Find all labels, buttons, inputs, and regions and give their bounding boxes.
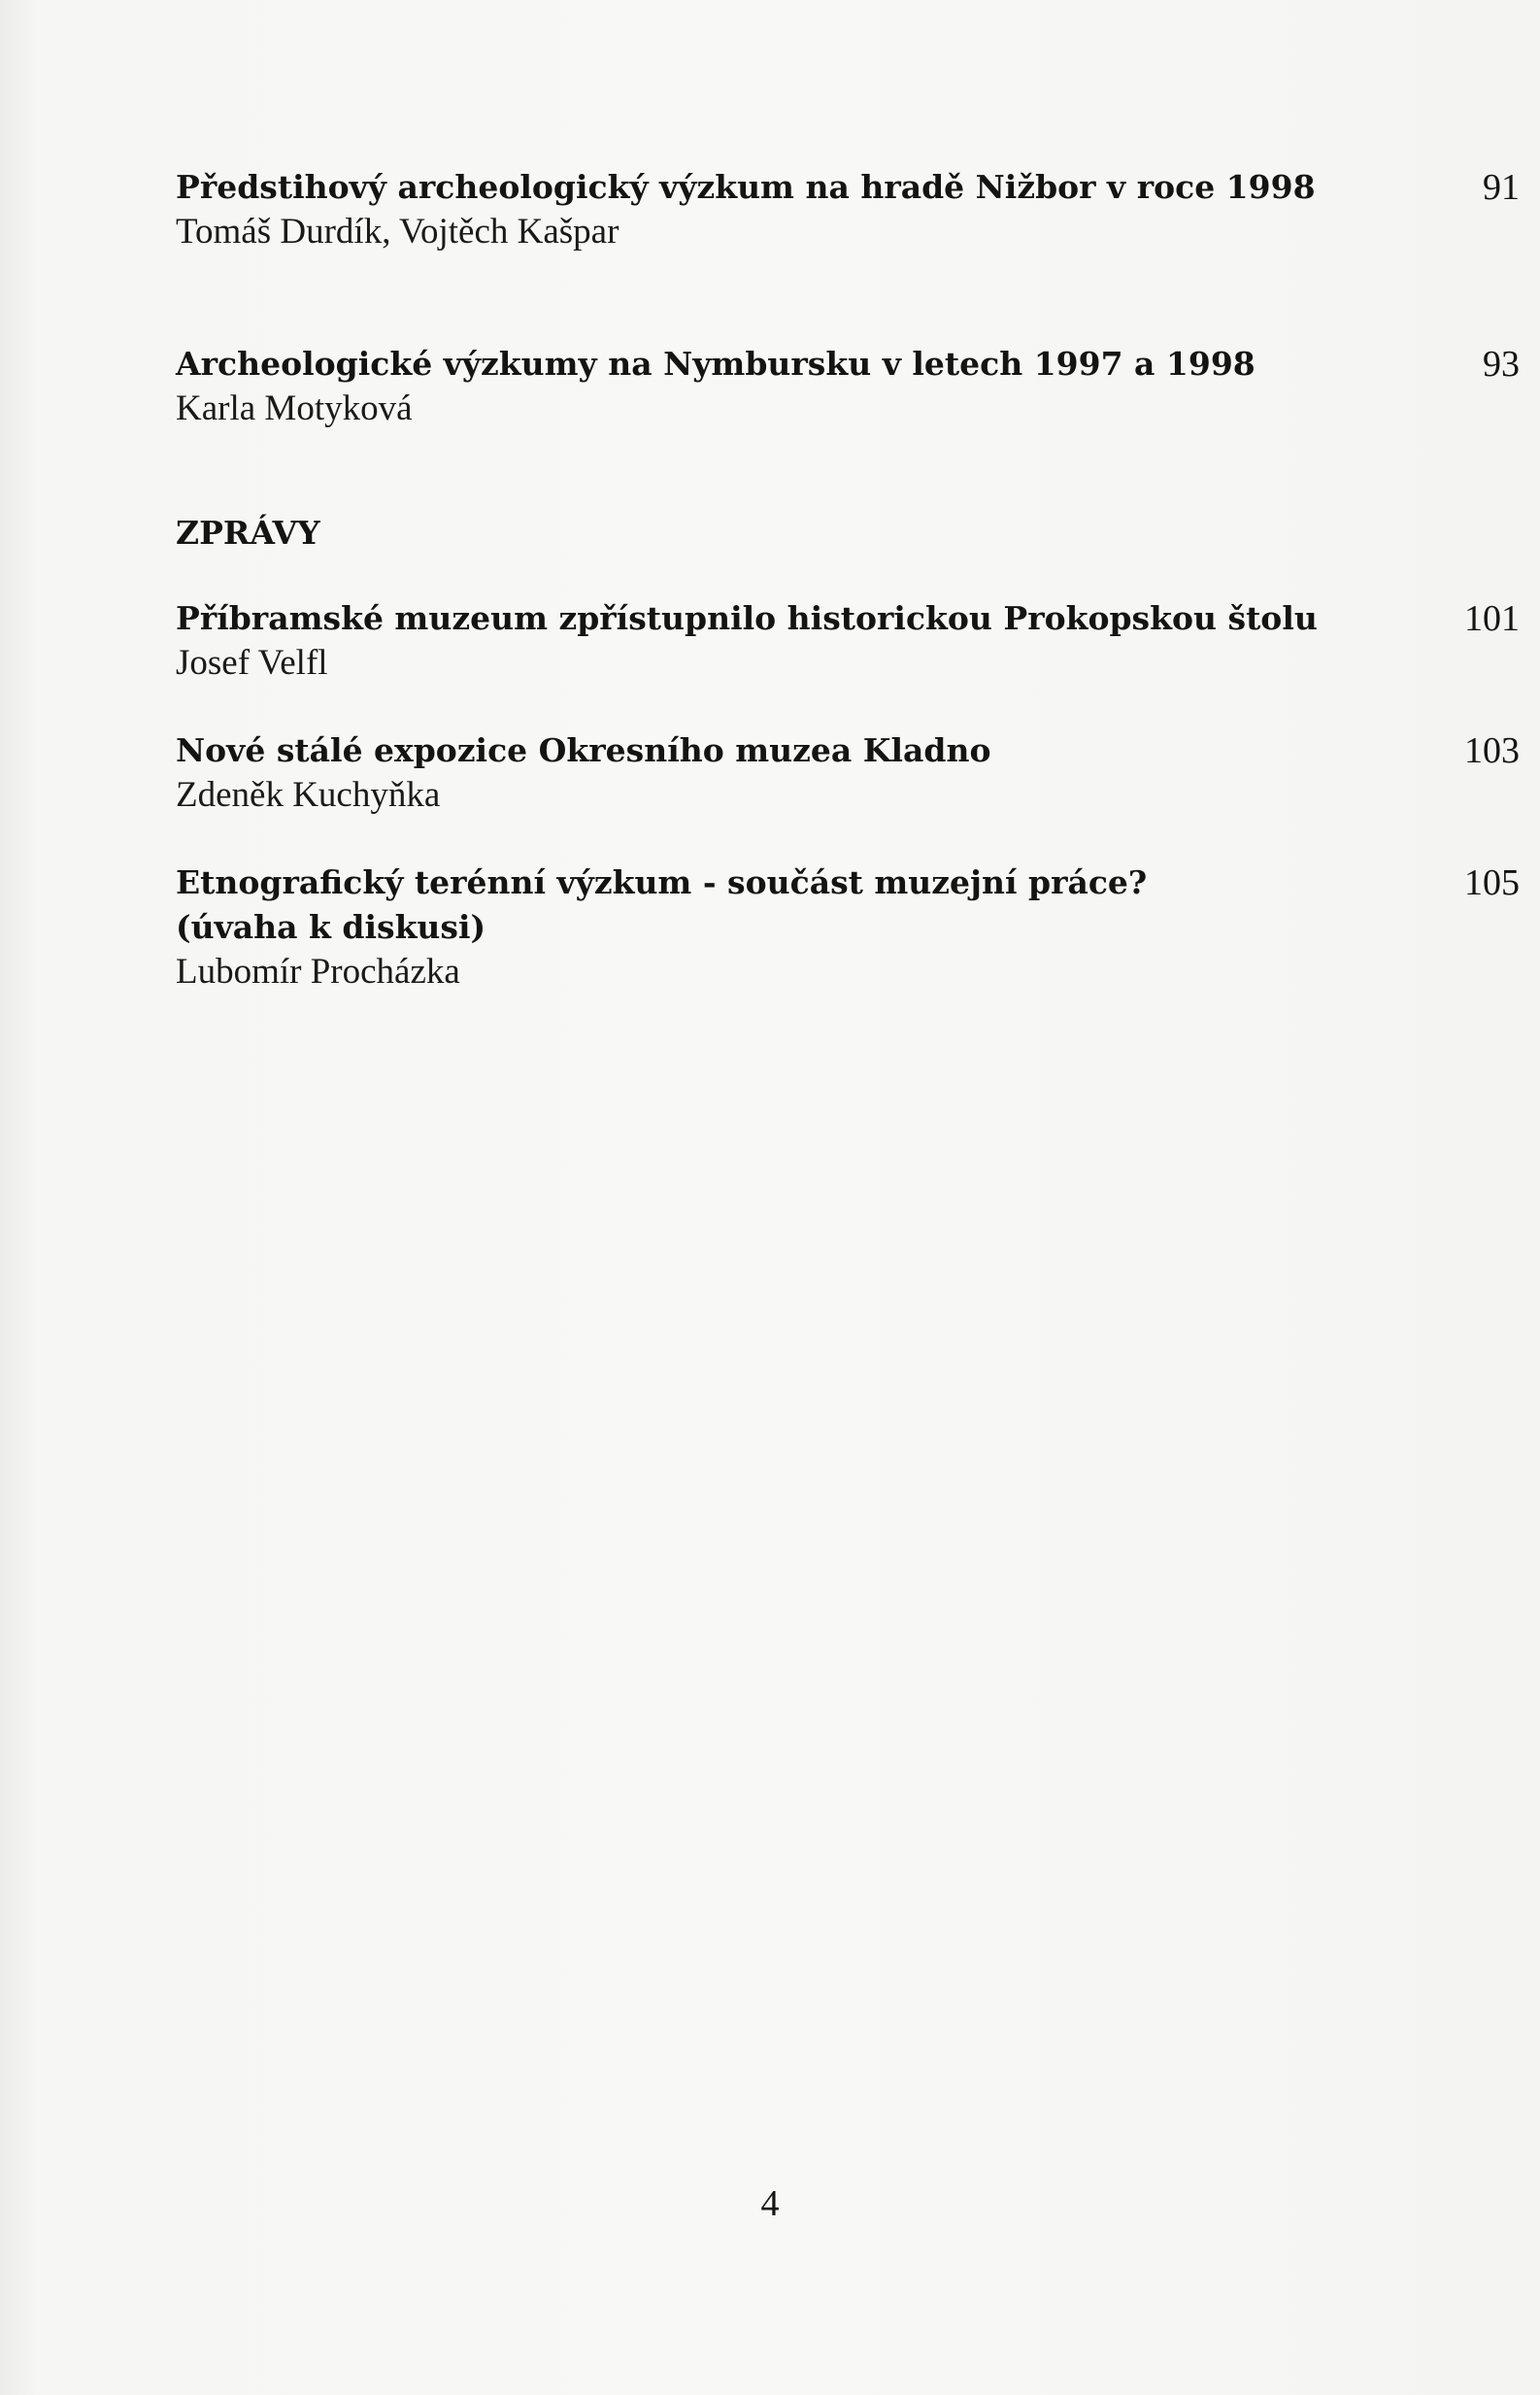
entry-title: Předstihový archeologický výzkum na hradě Nižbor v roce 1998	[176, 168, 1316, 206]
entry-title: Příbramské muzeum zpřístupnilo historickou Prokopskou štolu	[176, 599, 1318, 637]
entry-author: Josef Velfl	[176, 643, 328, 683]
entry-page-number: 93	[1483, 344, 1520, 385]
entry-title-line-2: (úvaha k diskusi)	[176, 908, 486, 946]
toc-entry-nymbursko	[176, 342, 1520, 431]
toc-entry-prokopska-stola	[176, 596, 1520, 686]
table-of-contents	[176, 165, 1520, 995]
entry-title-line-1: Etnografický terénní výzkum - součást muzejní práce?	[176, 863, 1148, 901]
entry-author: Zdeněk Kuchyňka	[176, 775, 441, 815]
section-zpravy	[176, 511, 1520, 556]
section-heading: ZPRÁVY	[176, 514, 320, 552]
page-folio-number: 4	[760, 2183, 780, 2224]
entry-author: Lubomír Procházka	[176, 952, 460, 992]
toc-entry-expozice-kladno	[176, 728, 1520, 818]
toc-entry-nizbor	[176, 165, 1520, 254]
entry-page-number: 105	[1464, 862, 1520, 903]
toc-entry-etnograficky-vyzkum	[176, 860, 1520, 995]
entry-author: Karla Motyková	[176, 388, 413, 428]
entry-page-number: 91	[1483, 167, 1520, 208]
entry-page-number: 101	[1464, 598, 1520, 639]
entry-title: Nové stálé expozice Okresního muzea Kladno	[176, 731, 991, 769]
entry-page-number: 103	[1464, 730, 1520, 771]
entry-title: Archeologické výzkumy na Nymbursku v letech 1997 a 1998	[176, 345, 1255, 383]
entry-author: Tomáš Durdík, Vojtěch Kašpar	[176, 212, 619, 252]
